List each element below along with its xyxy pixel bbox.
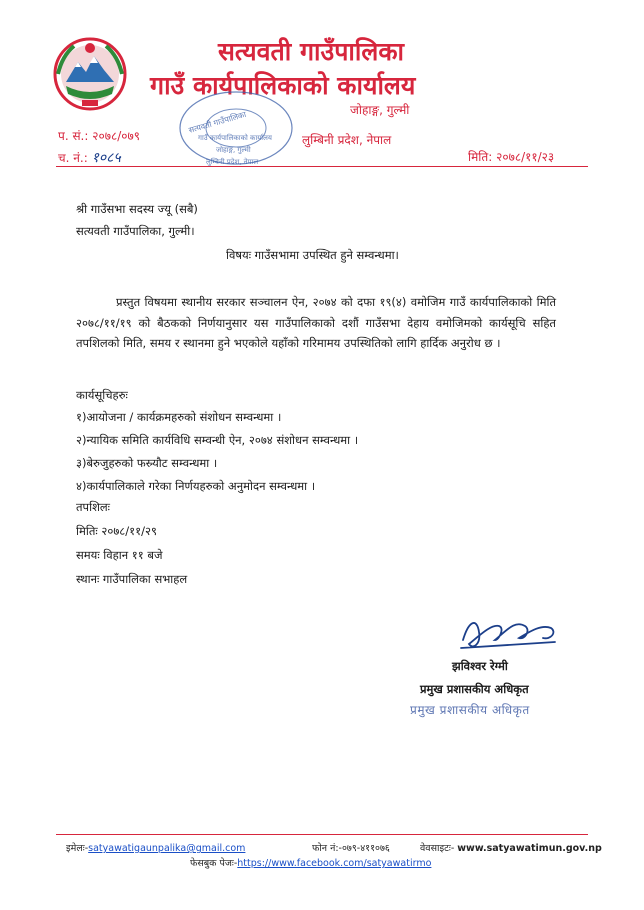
recipient-line-2: सत्यवती गाउँपालिका, गुल्मी। xyxy=(76,224,195,238)
ref-cha xyxy=(58,148,121,167)
signatory-name: झविश्वर रेग्मी xyxy=(452,659,508,673)
signatory-title: प्रमुख प्रशासकीय अधिकृत xyxy=(420,682,529,696)
ref-pa xyxy=(58,127,140,144)
agenda-heading: कार्यसूचिहरुः xyxy=(76,388,128,402)
office-stamp xyxy=(178,90,296,172)
stamp-text-ring: सत्यवती गाउँपालिका xyxy=(187,109,248,135)
ref-cha-value: १०८५ xyxy=(91,150,121,166)
letter-date xyxy=(468,148,554,165)
website-label: वेवसाइटः- xyxy=(420,843,455,854)
agenda-item: २)न्यायिक समिति कार्यविधि सम्वन्धी ऐन, २०७४ संशोधन सम्वन्धमा । xyxy=(76,433,359,447)
stamp-text-top: गाउँ कार्यपालिकाको कार्यालय xyxy=(198,134,272,142)
phone-label: फोन नं:- xyxy=(312,843,342,854)
footer-website xyxy=(420,841,602,854)
designation-stamp: प्रमुख प्रशासकीय अधिकृत xyxy=(410,703,530,717)
details-place: स्थानः गाउँपालिका सभाहल xyxy=(76,572,188,586)
footer-facebook xyxy=(190,856,431,869)
email-label: इमेलः- xyxy=(66,843,89,854)
header-divider xyxy=(56,166,588,167)
details-time: समयः विहान ११ बजे xyxy=(76,548,163,562)
office-location: जोहाङ्ग, गुल्मी xyxy=(350,103,410,117)
footer-email xyxy=(66,841,245,854)
email-link[interactable]: satyawatigaunpalika@gmail.com xyxy=(88,843,246,854)
agenda-item: ४)कार्यपालिकाले गरेका निर्णयहरुको अनुमोदन सम्वन्धमा । xyxy=(76,479,316,493)
details-date: मितिः २०७८/११/२९ xyxy=(76,524,157,538)
details-heading: तपशिलः xyxy=(76,500,111,514)
office-province: लुम्बिनी प्रदेश, नेपाल xyxy=(302,133,392,147)
stamp-text-mid: जोहाङ्ग, गुल्मी xyxy=(216,146,251,154)
agenda-item: ३)बेरुजुहरुको फस्र्यौट सम्वन्धमा । xyxy=(76,456,218,470)
recipient-line-1: श्री गाउँसभा सदस्य ज्यू (सबै) xyxy=(76,202,198,216)
letter-date-value: २०७८/११/२३ xyxy=(496,150,555,164)
nepal-emblem-icon xyxy=(52,36,128,112)
footer-divider xyxy=(56,834,588,835)
letter-date-label: मिति: xyxy=(468,150,493,164)
phone-number: ०७९-४११०७६ xyxy=(341,843,390,854)
office-name: सत्यवती गाउँपालिका xyxy=(218,37,405,66)
body-paragraph: प्रस्तुत विषयमा स्थानीय सरकार सञ्चालन ऐन, २०७४ को दफा १९(४) वमोजिम गाउँ कार्यपालिकाको मिति २०७८/११/१९ को बैठकको निर्णयानुसार यस गाउँपालिकाको दशौं गाउँसभा देहाय वमोजिमको कार्यसूचि सहित तपशिलको मिति, समय र स्थानमा हुने भएकोले यहाँको गरिमामय उपस्थितिको लागि हार्दिक अनुरोध छ । xyxy=(76,295,556,350)
ref-cha-label: च. नं.: xyxy=(58,151,88,165)
facebook-label: फेसबुक पेजः- xyxy=(190,858,238,869)
signature-image xyxy=(455,610,565,658)
ref-pa-value: २०७८/०७९ xyxy=(92,129,140,143)
stamp-text-bottom: लुम्बिनी प्रदेश, नेपाल xyxy=(206,158,259,166)
office-subtitle: गाउँ कार्यपालिकाको कार्यालय xyxy=(150,71,416,100)
facebook-link[interactable]: https://www.facebook.com/satyawatirmo xyxy=(237,858,432,869)
website-link[interactable]: www.satyawatimun.gov.np xyxy=(457,843,602,854)
subject-line: विषयः गाउँसभामा उपस्थित हुने सम्वन्धमा। xyxy=(226,248,399,262)
footer-phone xyxy=(312,841,390,854)
agenda-item: १)आयोजना / कार्यक्रमहरुको संशोधन सम्वन्धमा । xyxy=(76,410,282,424)
ref-pa-label: प. सं.: xyxy=(58,129,89,143)
